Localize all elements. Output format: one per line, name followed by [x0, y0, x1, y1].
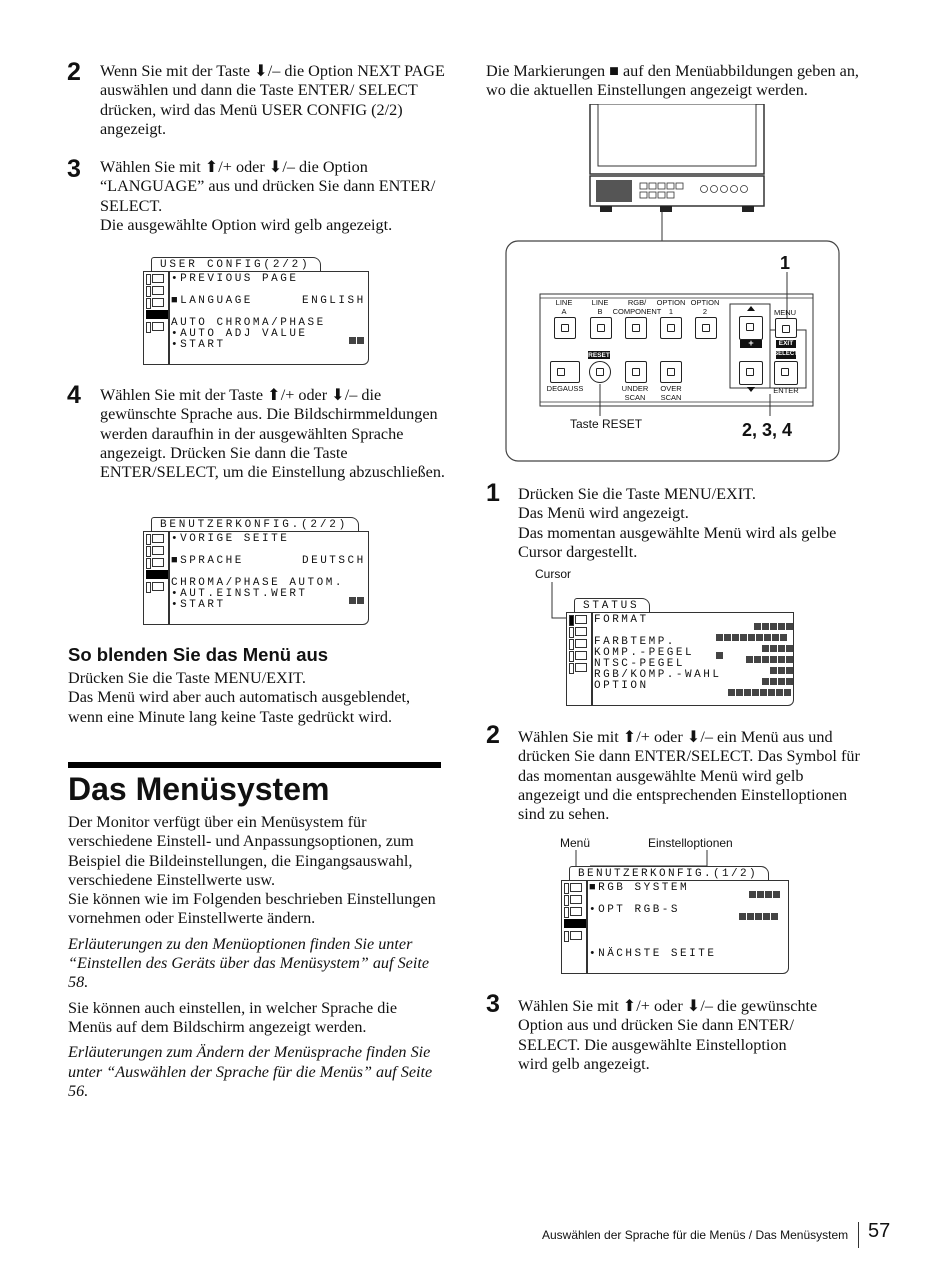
slash-icon	[570, 931, 582, 940]
plus-tag: +	[748, 338, 754, 348]
footer-divider	[858, 1222, 859, 1248]
input-icon	[152, 286, 164, 295]
picture-icon	[152, 534, 164, 543]
menu-screen-status	[566, 598, 794, 706]
step-number: 3	[486, 990, 500, 1018]
reference-note: Erläuterungen zu den Menüoptionen finden Sie unter “Einstellen des Geräts über das Menüsystem” auf Seite 58.	[68, 934, 430, 992]
picture-icon	[575, 615, 587, 624]
menu-line: •START	[171, 599, 226, 611]
minus-tag: –	[748, 349, 754, 359]
button-label-line-b: LINE B	[591, 298, 609, 316]
menu-icons	[146, 534, 168, 594]
menu-box	[561, 880, 789, 974]
step-number: 4	[67, 381, 81, 409]
paragraph	[68, 669, 438, 727]
menu-line: NTSC-PEGEL	[594, 658, 686, 670]
callout-2-3-4: 2, 3, 4	[742, 420, 793, 440]
setting-marks	[738, 907, 778, 925]
step-text: Wenn Sie mit der Taste ⬇/– die Option NEXT PAGE auswählen und dann die Taste ENTER/ SELECT drücken, wird das Menü USER CONFIG (2/2) angezeigt.	[100, 62, 445, 138]
menu-line: ■RGB SYSTEM	[589, 882, 690, 894]
menu-line: ■LANGUAGE	[171, 295, 253, 307]
plus-icon	[152, 558, 164, 567]
setting-marks	[348, 331, 364, 349]
rgb-component-button[interactable]	[625, 317, 647, 339]
setting-marks	[348, 591, 364, 609]
reference-note: Erläuterungen zum Ändern der Menüsprache finden Sie unter “Auswählen der Sprache für die Menüs” auf Seite 56.	[68, 1043, 433, 1100]
menu-line: RGB/KOMP.-WAHL	[594, 669, 722, 681]
setting-marks	[727, 683, 791, 701]
step-text	[518, 485, 868, 562]
taste-reset-label: Taste RESET	[570, 417, 643, 431]
setting-marks	[748, 885, 780, 903]
paragraph-line: Der Monitor verfügt über ein Menüsystem für verschiedene Einstell- und Anpassungsoptionen, zum Beispiel die Bildeinstellungen, die Eingangsauswahl, verschiedene Einstellwerte usw.	[68, 813, 414, 889]
menu-title: BENUTZERKONFIG.(1/2)	[569, 866, 769, 881]
paragraph-line: Sie können wie im Folgenden beschrieben Einstellungen vornehmen oder Einstellwerte ändern.	[68, 890, 436, 928]
menu-line: AUTO CHROMA/PHASE	[171, 317, 326, 329]
step-number: 2	[67, 58, 81, 86]
menu-exit-button[interactable]	[775, 318, 797, 338]
button-label-under-scan: UNDER SCAN	[621, 384, 649, 402]
intro-text: Die Markierungen ■ auf den Menüabbildungen geben an, wo die aktuellen Einstellungen angezeigt werden.	[486, 62, 859, 100]
step-line: Die ausgewählte Option wird gelb angezeigt.	[100, 215, 393, 234]
input-icon	[575, 627, 587, 636]
menu-line: KOMP.-PEGEL	[594, 647, 695, 659]
step-text: Wählen Sie mit ⬆/+ oder ⬇/– die gewünschte Option aus und drücken Sie dann ENTER/ SELECT. Die ausgewählte Einstelloption wird gelb angezeigt.	[518, 997, 818, 1073]
down-minus-button[interactable]	[739, 361, 763, 385]
paragraph	[68, 813, 440, 1101]
callout-1: 1	[780, 253, 791, 273]
menu-line: •AUTO ADJ VALUE	[171, 328, 308, 340]
plus-icon	[575, 639, 587, 648]
under-scan-button[interactable]	[625, 361, 647, 383]
plus-icon	[570, 907, 582, 916]
paragraph-line: Drücken Sie die Taste MENU/EXIT.	[68, 669, 306, 687]
user-config-icon	[146, 570, 168, 579]
monitor-control-panel-illustration	[500, 104, 845, 466]
reset-tag: RESET	[588, 352, 610, 359]
step-number: 3	[67, 155, 81, 183]
menu-box	[566, 612, 794, 706]
picture-icon	[152, 274, 164, 283]
menu-line: CHROMA/PHASE AUTOM.	[171, 577, 344, 589]
step-text	[100, 158, 450, 235]
input-icon	[570, 895, 582, 904]
step-line: SELECT.	[100, 196, 163, 215]
step-line: Das momentan ausgewählte Menü wird als gelbe Cursor dargestellt.	[518, 523, 837, 561]
menu-icons	[569, 615, 591, 675]
menu-label: Menü	[560, 836, 591, 850]
menu-line: FORMAT	[594, 614, 649, 626]
menu-line: ■SPRACHE	[171, 555, 244, 567]
menu-screen-benutzerkonfig-1	[561, 866, 789, 974]
button-label-degauss: DEGAUSS	[546, 384, 584, 393]
section-title: Das Menüsystem	[68, 771, 330, 807]
option-1-button[interactable]	[660, 317, 682, 339]
slash-icon	[152, 322, 164, 331]
menu-value: DEUTSCH	[302, 555, 366, 567]
menu-icons	[564, 883, 586, 943]
menu-line: FARBTEMP.	[594, 636, 676, 648]
button-label-enter: ENTER	[773, 386, 799, 395]
up-plus-button[interactable]	[739, 316, 763, 340]
line-a-button[interactable]	[554, 317, 576, 339]
reset-button[interactable]	[589, 361, 611, 383]
user-config-icon	[564, 919, 586, 928]
input-icon	[152, 546, 164, 555]
menu-screen-benutzerkonfig	[143, 517, 368, 625]
exit-tag: EXIT	[778, 340, 794, 347]
menu-line: •START	[171, 339, 226, 351]
step-number: 1	[486, 479, 500, 507]
step-line: Drücken Sie die Taste MENU/EXIT.	[518, 485, 756, 503]
select-enter-button[interactable]	[774, 361, 798, 385]
option-2-button[interactable]	[695, 317, 717, 339]
page-number: 57	[868, 1220, 891, 1242]
user-config-icon	[575, 651, 587, 660]
menu-line: •VORIGE SEITE	[171, 533, 290, 545]
footer-text: Auswählen der Sprache für die Menüs / Das Menüsystem	[542, 1228, 849, 1242]
cursor-label: Cursor	[535, 567, 572, 581]
menu-screen-user-config	[143, 257, 368, 365]
button-label-over-scan: OVER SCAN	[660, 384, 682, 402]
line-b-button[interactable]	[590, 317, 612, 339]
menu-box	[143, 271, 369, 365]
button-label-menu: MENU	[773, 308, 797, 317]
menu-title: STATUS	[574, 598, 650, 613]
paragraph-line: Das Menü wird aber auch automatisch ausgeblendet, wenn eine Minute lang keine Taste gedrückt wird.	[68, 688, 411, 726]
over-scan-button[interactable]	[660, 361, 682, 383]
button-label-option-1: OPTION 1	[656, 298, 686, 316]
button-label-option-2: OPTION 2	[690, 298, 720, 316]
button-label-rgb-component: RGB/ COMPONENT	[612, 298, 662, 316]
menu-title: USER CONFIG(2/2)	[151, 257, 321, 272]
menu-line: OPTION	[594, 680, 649, 692]
subheading: So blenden Sie das Menü aus	[68, 644, 329, 665]
section-rule	[68, 762, 441, 768]
menu-title: BENUTZERKONFIG.(2/2)	[151, 517, 359, 532]
slash-icon	[152, 582, 164, 591]
menu-box	[143, 531, 369, 625]
menu-line: •AUT.EINST.WERT	[171, 588, 308, 600]
menu-line: •NÄCHSTE SEITE	[589, 948, 717, 960]
select-tag: SELECT	[774, 351, 798, 357]
step-number: 2	[486, 721, 500, 749]
degauss-button[interactable]	[550, 361, 580, 383]
picture-icon	[570, 883, 582, 892]
step-line: Das Menü wird angezeigt.	[518, 504, 689, 523]
menu-line: •PREVIOUS PAGE	[171, 273, 299, 285]
menu-value: ENGLISH	[302, 295, 366, 307]
menu-icons	[146, 274, 168, 334]
button-label-line-a: LINE A	[555, 298, 573, 316]
paragraph-line: Sie können auch einstellen, in welcher Sprache die Menüs auf dem Bildschirm angezeigt werden.	[68, 998, 398, 1036]
user-config-icon	[146, 310, 168, 319]
step-text: Wählen Sie mit der Taste ⬆/+ oder ⬇/– die gewünschte Sprache aus. Die Bildschirmmeldungen werden daraufhin in der ausgewählten Sprache angezeigt. Drücken Sie dann die Taste ENTER/SELECT, um die Einstellung abzuschließen.	[100, 386, 445, 482]
step-line: Wählen Sie mit ⬆/+ oder ⬇/– die Option	[100, 158, 368, 176]
step-text: Wählen Sie mit ⬆/+ oder ⬇/– ein Menü aus und drücken Sie dann ENTER/SELECT. Das Symbol für das momentan ausgewählte Menü wird gelb angezeigt und die entsprechenden Einstelloptionen sind zu sehen.	[518, 728, 860, 824]
menu-line: •OPT RGB-S	[589, 904, 681, 916]
einstelloptionen-label: Einstelloptionen	[648, 836, 733, 850]
slash-icon	[575, 663, 587, 672]
step-line: “LANGUAGE” aus und drücken Sie dann ENTER/	[100, 177, 436, 196]
plus-icon	[152, 298, 164, 307]
